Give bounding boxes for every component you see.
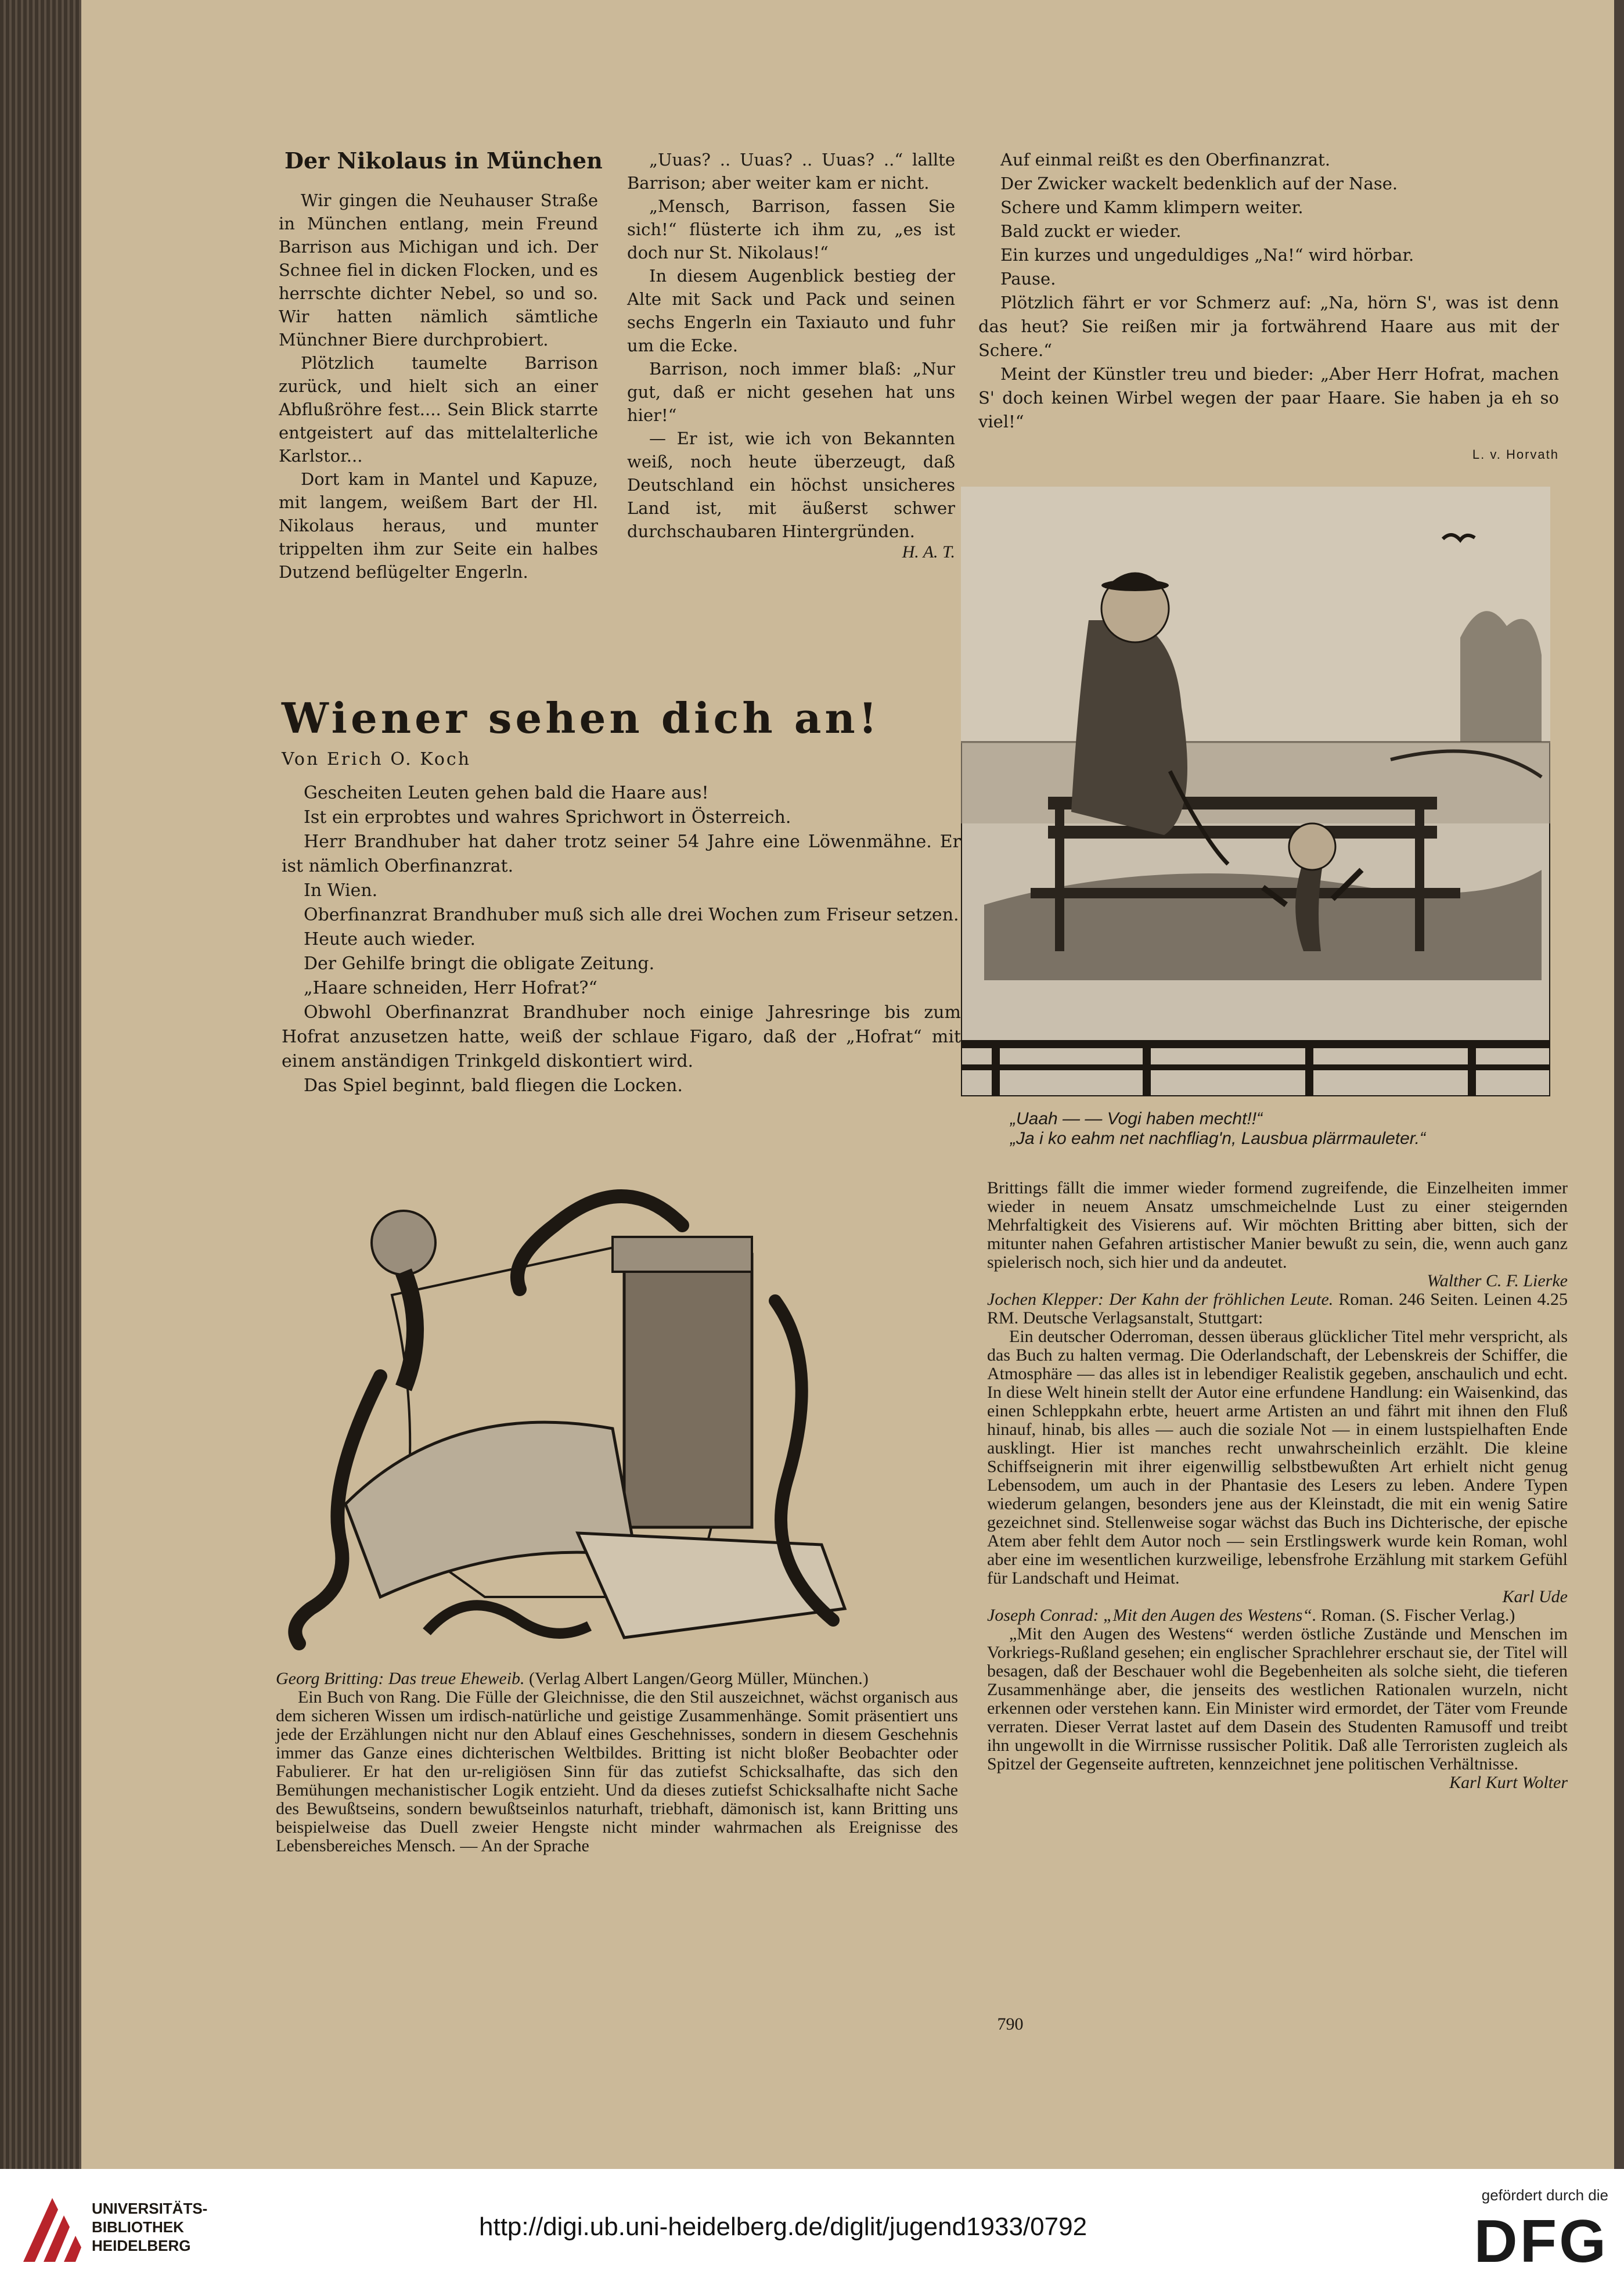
permalink-url[interactable]: http://digi.ub.uni-heidelberg.de/diglit/jugend1933/0792: [479, 2213, 1088, 2241]
conrad-title: Joseph Conrad: „Mit den Augen des Westens“.: [987, 1606, 1317, 1625]
page-number: 790: [997, 2014, 1024, 2034]
nikolaus-p4: „Uuas? .. Uuas? .. Uuas? ..“ lallte Barrison; aber weiter kam er nicht.: [627, 150, 955, 193]
nikolaus-p6: In diesem Augenblick bestieg der Alte mit Sack und Pack und seinen sechs Engerln ein Taxiauto und fuhr um die Ecke.: [627, 266, 955, 355]
wiener-l7: Der Gehilfe bringt die obligate Zeitung.: [304, 954, 655, 974]
wiener-l3: Herr Brandhuber hat daher trotz seiner 54 Jahre eine Löwenmähne. Er ist nämlich Oberfinanzrat.: [282, 832, 961, 876]
books-illustration: [276, 1179, 961, 1655]
author-lierke: Walther C. F. Lierke: [1427, 1271, 1568, 1290]
nikolaus-col1: [279, 189, 598, 584]
library-name: [92, 2199, 207, 2255]
library-line-1: UNIVERSITÄTS-: [92, 2200, 208, 2217]
nikolaus-author: H. A. T.: [902, 542, 955, 562]
wiener-l8: „Haare schneiden, Herr Hofrat?“: [304, 978, 597, 998]
wiener-r7: Plötzlich fährt er vor Schmerz auf: „Na, hörn S', was ist denn das heut? Sie reißen mir ja fortwährend Haare aus mit der Schere.“: [978, 293, 1559, 360]
nikolaus-p3: Dort kam in Mantel und Kapuze, mit langem, weißem Bart der Hl. Nikolaus heraus, und munter trippelten ihm zur Seite ein halbes Dutzend beflügelter Engerln.: [279, 469, 598, 582]
nikolaus-p1: Wir gingen die Neuhauser Straße in München entlang, mein Freund Barrison aus Michigan und ich. Der Schnee fiel in dicken Flocken, und es herrschte dichter Nebel, so und so. Wir hatten nämlich sämtliche Münchner Biere durchprobiert.: [279, 190, 598, 350]
author-wolter: Karl Kurt Wolter: [1449, 1773, 1568, 1792]
wiener-body: [282, 781, 961, 1098]
conrad-header: [987, 1606, 1568, 1625]
wiener-l2: Ist ein erprobtes und wahres Sprichwort in Österreich.: [304, 807, 791, 828]
nikolaus-p7: Barrison, noch immer blaß: „Nur gut, daß er nicht gesehen hat uns hier!“: [627, 359, 955, 425]
cartoon-illustration: [961, 487, 1550, 1096]
wiener-l1: Gescheiten Leuten gehen bald die Haare aus!: [304, 783, 709, 803]
wiener-l5: Oberfinanzrat Brandhuber muß sich alle drei Wochen zum Friseur setzen.: [304, 905, 959, 925]
wiener-r5: Ein kurzes und ungeduldiges „Na!“ wird hörbar.: [1000, 245, 1414, 265]
author-ude: Karl Ude: [1502, 1587, 1568, 1606]
wiener-r1: Auf einmal reißt es den Oberfinanzrat.: [1000, 150, 1331, 170]
britting-publisher: (Verlag Albert Langen/Georg Müller, München.): [529, 1669, 869, 1688]
klepper-title: Jochen Klepper: Der Kahn der fröhlichen Leute.: [987, 1290, 1334, 1309]
library-logo-icon: [17, 2192, 87, 2268]
conrad-publisher: Roman. (S. Fischer Verlag.): [1320, 1606, 1515, 1625]
britting-continuation: Brittings fällt die immer wieder formend zugreifende, die Einzelheiten immer wieder in neuem Ansatz umschmeichelnde Lust zu einer steigernden Mehrfaltigkeit des Visierens auf. Wir möchten Britting aber bitten, sich der mitunter nahen Gefahren artistischer Manier bewußt zu sein, die, wenn auch ganz spielerisch noch, sich hier und da andeutet.: [987, 1178, 1568, 1272]
cartoon-caption: [1010, 1109, 1568, 1149]
funding-note: gefördert durch die: [1481, 2186, 1608, 2204]
conrad-body: „Mit den Augen des Westens“ werden östliche Zustände und Menschen im Vorkriegs-Rußland gesehen; ein englischer Sprachlehrer erschaut sie, der Titel will besagen, daß der Beschauer wohl die Begebenheiten als solche sieht, die tieferen Zusammenhänge aber, die jenseits des westlichen Rationalen wurzeln, nicht erkennen oder verstehen kann. Ein Minister wird ermordet, der Täter vom Freunde verraten. Dieser Verrat lastet auf dem Dasein des Studenten Ramusoff und treibt ihn ungewollt in die Wirrnisse russischer Politik. Daß alle Terroristen zugleich als Spitzel der Gegenseite auftreten, kennzeichnet jene politischen Verhältnisse.: [987, 1624, 1568, 1773]
wiener-l4: In Wien.: [304, 880, 378, 901]
klepper-header: [987, 1290, 1568, 1328]
nikolaus-p5: „Mensch, Barrison, fassen Sie sich!“ flüsterte ich ihm zu, „es ist doch nur St. Nikolaus!“: [627, 196, 955, 262]
review-britting: [276, 1670, 958, 1855]
wiener-byline: Von Erich O. Koch: [282, 749, 471, 769]
book-edge: [0, 0, 81, 2169]
wiener-r8: Meint der Künstler treu und bieder: „Aber Herr Hofrat, machen S' doch keinen Wirbel wegen der paar Haare. Sie haben ja eh so viel!“: [978, 364, 1559, 431]
library-line-2: BIBLIOTHEK: [92, 2218, 184, 2236]
klepper-publisher: Roman. 246 Seiten. Leinen 4.25 RM. Deutsche Verlagsanstalt, Stuttgart:: [987, 1290, 1568, 1328]
britting-body: Ein Buch von Rang. Die Fülle der Gleichnisse, die den Stil auszeichnet, wächst organisch aus dem sicheren Wissen um irdisch-natürliche und geistige Zusammenhänge. Somit präsentiert uns jede der Erzählungen nicht nur den Ablauf eines Geschehnisses, sondern in diesem Geschehnis immer das Ganze eines dichterischen Weltbildes. Britting ist nicht bloßer Beobachter oder Fabulierer. Er hat den ur-religiösen Sinn für das zutiefst Schicksalhafte, das sich den Bemühungen mechanistischer Logik entzieht. Und da dieses zutiefst Schicksalhafte nicht Sache des Bewußtseins, sondern bewußtseinlos naturhaft, triebhaft, dämonisch ist, kann Britting uns beispielweise das Duell zweier Hengste nicht minder wahrmachen als Ereignisse des Lebensbereiches Mensch. — An der Sprache: [276, 1688, 958, 1855]
caption-line-2: „Ja i ko eahm net nachfliag'n, Lausbua plärrmauleter.“: [1010, 1129, 1426, 1148]
wiener-r3: Schere und Kamm klimpern weiter.: [1000, 197, 1303, 217]
wiener-r2: Der Zwicker wackelt bedenklich auf der Nase.: [1000, 174, 1398, 193]
nikolaus-p8: — Er ist, wie ich von Bekannten weiß, noch heute überzeugt, daß Deutschland ein höchst unsicheres Land ist, mit äußerst schwer durchschaubaren Hintergründen.: [627, 429, 955, 541]
caption-line-1: „Uaah — — Vogi haben mecht!!“: [1010, 1109, 1263, 1128]
britting-header: [276, 1670, 958, 1688]
library-line-3: HEIDELBERG: [92, 2237, 191, 2254]
wiener-right: [978, 148, 1559, 434]
britting-title: Georg Britting: Das treue Eheweib.: [276, 1669, 525, 1688]
klepper-body: Ein deutscher Oderroman, dessen überaus glücklicher Titel mehr verspricht, als das Buch zu halten vermag. Die Oderlandschaft, der Lebenskreis der Schiffer, die Atmosphäre — das alles ist in lebendiger Realistik gegeben, anschaulich und echt. In diese Welt hinein stellt der Autor eine erfundene Handlung: ein Waisenkind, das einen Schleppkahn erbte, heuert arme Artisten an und fährt mit ihnen den Fluß hinauf, hinab, bis alles — auch die soziale Not — in einem lustspielhaften Ende ausklingt. Hier ist manches recht unwahrscheinlich erzählt. Die kleine Schiffseignerin mit ihrer eigenwillig selbstbewußten Art erhielt nicht genug Lebensodem, um auch in der Phantasie des Lesers zu leben. Andere Typen wiederum gelangen, besonders jene aus der Kleinstadt, die mit ein wenig Satire gezeichnet sind. Stellenweise sogar wächst das Buch ins Dichterische, der epische Atem aber fehlt dem Autor noch — sein Erstlingswerk wurde kein Roman, wohl aber eine im wesentlichen kurzweilige, lebensfrohe Erzählung mit starkem Gefühl für Landschaft und Heimat.: [987, 1327, 1568, 1588]
cartoon-artist: L. v. Horvath: [1472, 447, 1559, 462]
wiener-l9: Obwohl Oberfinanzrat Brandhuber noch einige Jahresringe bis zum Hofrat anzusetzen hatte, weiß der schlaue Figaro, daß der „Hofrat“ mit einem anständigen Trinkgeld diskontiert wird.: [282, 1002, 961, 1071]
wiener-r6: Pause.: [1000, 269, 1056, 289]
wiener-l6: Heute auch wieder.: [304, 929, 476, 949]
wiener-title: Wiener sehen dich an!: [282, 693, 881, 743]
nikolaus-col2: [627, 148, 955, 562]
nikolaus-title: Der Nikolaus in München: [285, 148, 603, 174]
review-right-column: [987, 1179, 1568, 1792]
footer-bar: [0, 2169, 1624, 2288]
nikolaus-p2: Plötzlich taumelte Barrison zurück, und hielt sich an einer Abflußröhre fest.... Sein Blick starrte entgeistert auf das mittelalterliche Karlstor...: [279, 353, 598, 466]
wiener-l10: Das Spiel beginnt, bald fliegen die Locken.: [304, 1075, 683, 1096]
dfg-logo: DFG: [1474, 2208, 1608, 2275]
magazine-page: [81, 0, 1614, 2169]
wiener-r4: Bald zuckt er wieder.: [1000, 221, 1182, 241]
